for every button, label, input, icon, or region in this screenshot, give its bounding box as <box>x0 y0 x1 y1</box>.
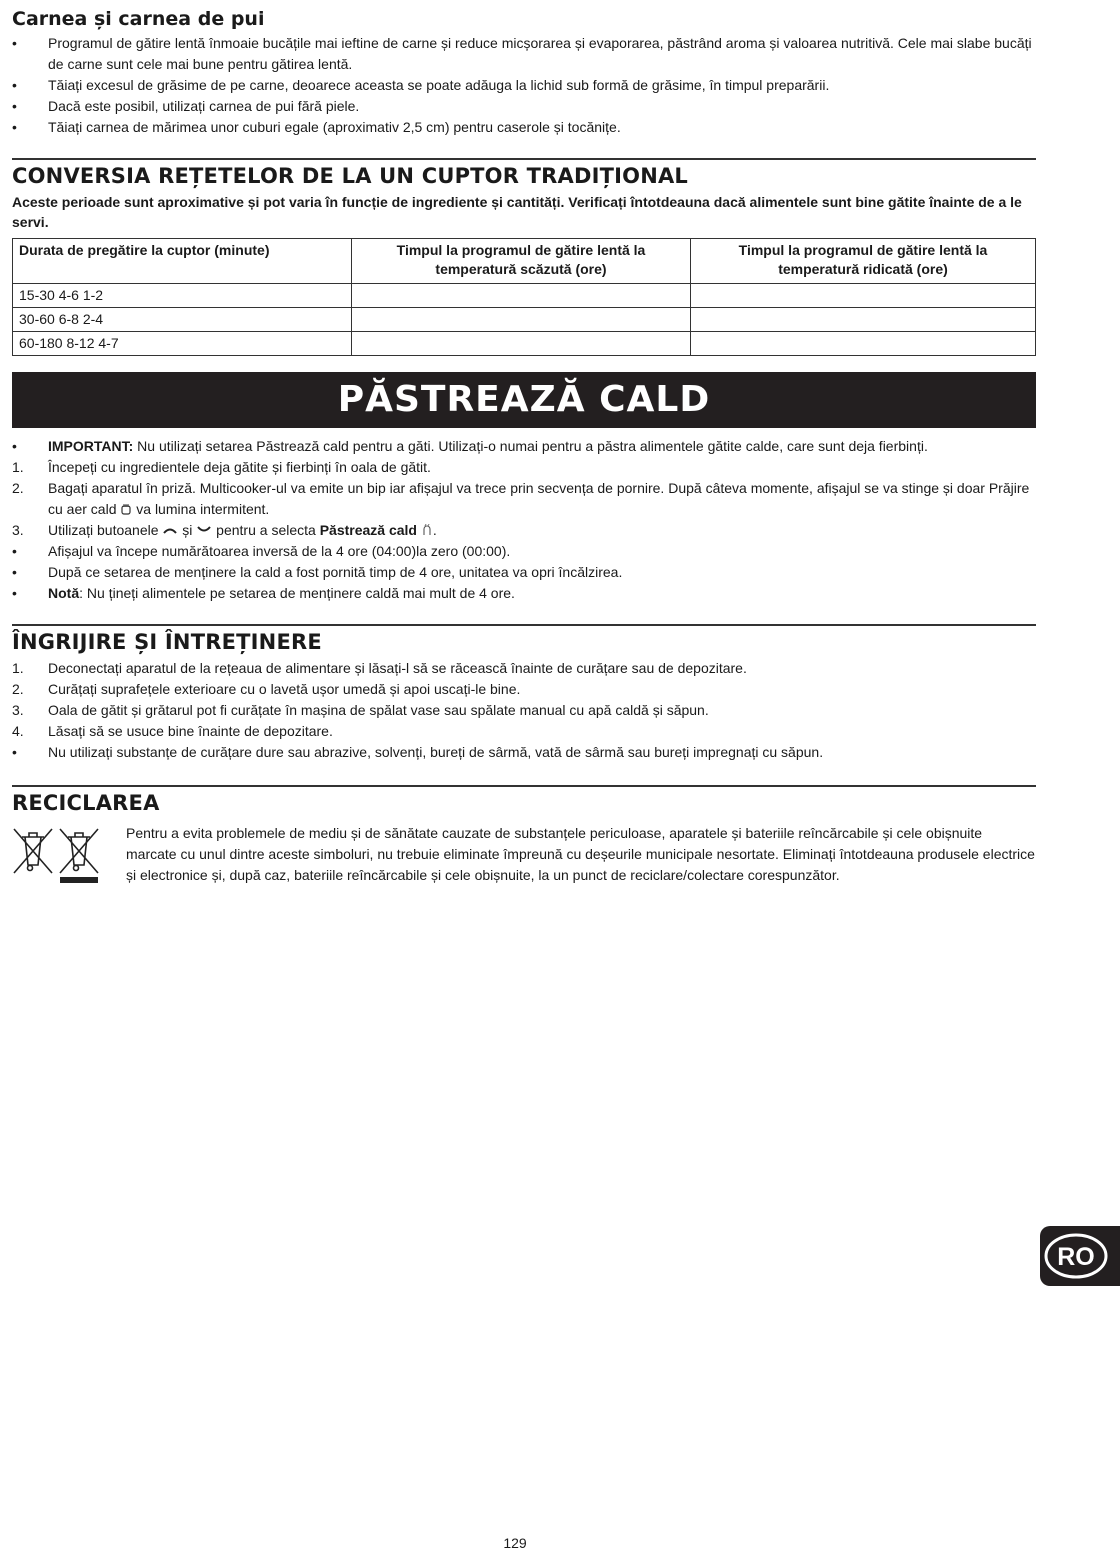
list-item-text: Afișajul va începe numărătoarea inversă de la 4 ore (04:00)la zero (00:00). <box>48 543 511 559</box>
list-item-text: Tăiați carnea de mărimea unor cuburi egale (aproximativ 2,5 cm) pentru caserole și tocănițe. <box>48 119 621 135</box>
list-marker: • <box>12 35 17 51</box>
care-section-heading: ÎNGRIJIRE ȘI ÎNTREȚINERE <box>12 624 1036 654</box>
table-row <box>13 284 1036 308</box>
list-item <box>12 75 1036 96</box>
list-item-text: După ce setarea de menținere la cald a fost pornită timp de 4 ore, unitatea va opri încălzirea. <box>48 564 623 580</box>
list-item-text: Începeți cu ingredientele deja gătite și fierbinți în oala de gătit. <box>48 459 431 475</box>
table-row <box>13 332 1036 356</box>
list-marker: • <box>12 744 17 760</box>
important-text: Nu utilizați setarea Păstrează cald pentru a găti. Utilizați-o numai pentru a păstra alimentele gătite calde, care sunt deja fierbinți. <box>133 438 928 454</box>
keep-warm-banner: PĂSTREAZĂ CALD <box>12 372 1036 428</box>
list-item <box>12 520 1036 541</box>
list-marker: • <box>12 438 17 454</box>
table-cell: 30-60 6-8 2-4 <box>13 308 352 332</box>
list-marker: 2. <box>12 681 24 697</box>
list-item-text: Curățați suprafețele exterioare cu o lavetă ușor umedă și apoi uscați-le bine. <box>48 681 521 697</box>
ro-badge-icon <box>1040 1226 1120 1286</box>
conversion-intro: Aceste perioade sunt aproximative și pot varia în funcție de ingrediente și cantități. Verificați întotdeauna dacă alimentele sunt bine gătite înainte de a le servi. <box>12 194 1022 230</box>
care-list <box>12 658 1036 763</box>
note-text: : Nu țineți alimentele pe setarea de menținere caldă mai mult de 4 ore. <box>79 585 515 601</box>
list-marker: 4. <box>12 723 24 739</box>
list-item-text: Dacă este posibil, utilizați carnea de pui fără piele. <box>48 98 360 114</box>
list-item <box>12 457 1036 478</box>
page-number: 129 <box>503 1535 527 1551</box>
list-marker: 2. <box>12 480 24 496</box>
list-item-text: Utilizați butoanele <box>48 522 159 538</box>
list-item-text: Bagați aparatul în priză. Multicooker-ul va emite un bip iar afișajul va trece prin secvența de pornire. După câteva momente, afișajul se va stinge și doar Prăjire cu aer cald <box>48 480 1030 517</box>
list-marker: • <box>12 119 17 135</box>
table-cell <box>352 308 691 332</box>
list-item <box>12 721 1036 742</box>
conversion-table <box>12 238 1036 356</box>
list-marker: 3. <box>12 702 24 718</box>
list-item <box>12 700 1036 721</box>
list-item <box>12 478 1036 520</box>
list-item <box>12 679 1036 700</box>
list-item-text: Nu utilizați substanțe de curățare dure sau abrazive, solvenți, bureți de sârmă, vată de sârmă sau bureți impregnați cu săpun. <box>48 744 824 760</box>
list-marker: • <box>12 564 17 580</box>
table-cell <box>352 332 691 356</box>
chevron-down-icon <box>196 520 212 530</box>
table-cell <box>691 284 1036 308</box>
table-row <box>13 308 1036 332</box>
table-header-row <box>13 239 1036 284</box>
manual-page <box>12 0 1036 890</box>
list-marker: 1. <box>12 660 24 676</box>
list-item <box>12 658 1036 679</box>
list-item <box>12 583 1036 604</box>
table-header-cell: Durata de pregătire la cuptor (minute) <box>13 239 352 284</box>
list-item <box>12 33 1036 75</box>
meat-section-heading: Carnea și carnea de pui <box>12 8 265 30</box>
recycling-text: Pentru a evita problemele de mediu și de sănătate cauzate de substanțele periculoase, aparatele și bateriile reîncărcabile și cele obișnuite marcate cu unul dintre aceste simboluri, nu trebuie eliminate împreună cu deșeurile municipale nesortate. Eliminați întotdeauna produsele electrice și electronice și, după caz, bateriile reîncărcabile și cele obișnuite, la un punct de reciclare/colectare corespunzător. <box>126 825 1035 883</box>
air-fry-icon <box>120 500 132 512</box>
table-cell <box>352 284 691 308</box>
crossed-bin-icon <box>12 825 100 885</box>
list-item-text: va lumina intermitent. <box>132 501 270 517</box>
important-label: IMPORTANT: <box>48 438 134 454</box>
weee-icons <box>12 823 126 890</box>
list-item-text: Programul de gătire lentă înmoaie bucățile mai ieftine de carne și reduce micșorarea și evaporarea, păstrând aroma și valoarea nutritivă. Cele mai slabe bucăți de carne sunt cele mai bune pentru gătirea lentă. <box>48 35 1032 72</box>
list-marker: • <box>12 77 17 93</box>
recycling-block <box>12 823 1036 890</box>
table-cell: 60-180 8-12 4-7 <box>13 332 352 356</box>
list-item <box>12 562 1036 583</box>
table-cell: 15-30 4-6 1-2 <box>13 284 352 308</box>
language-tab <box>1040 1226 1120 1286</box>
keep-warm-label: Păstrează cald <box>319 522 417 538</box>
list-item <box>12 742 1036 763</box>
list-item <box>12 436 1036 457</box>
list-marker: • <box>12 585 17 601</box>
table-header-cell: Timpul la programul de gătire lentă la temperatură scăzută (ore) <box>352 239 691 284</box>
chevron-up-icon <box>162 520 178 530</box>
table-cell <box>691 308 1036 332</box>
list-item-text: Tăiați excesul de grăsime de pe carne, deoarece aceasta se poate adăuga la lichid sub formă de grăsime, în timpul preparării. <box>48 77 830 93</box>
meat-tips-list <box>12 33 1036 138</box>
list-item-text: . <box>432 522 437 538</box>
list-item-text: și <box>178 522 197 538</box>
table-header-cell: Timpul la programul de gătire lentă la temperatură ridicată (ore) <box>691 239 1036 284</box>
keep-warm-icon <box>421 521 433 533</box>
list-item-text: Deconectați aparatul de la rețeaua de alimentare și lăsați-l să se răcească înainte de curățare sau de depozitare. <box>48 660 747 676</box>
table-cell <box>691 332 1036 356</box>
list-item-text: Oala de gătit și grătarul pot fi curățate în mașina de spălat vase sau spălate manual cu apă caldă și săpun. <box>48 702 709 718</box>
list-marker: 1. <box>12 459 24 475</box>
recycling-section-heading: RECICLAREA <box>12 785 1036 815</box>
conversion-section-heading: CONVERSIA REȚETELOR DE LA UN CUPTOR TRADIȚIONAL <box>12 158 1036 188</box>
list-item <box>12 117 1036 138</box>
language-code: RO <box>1057 1243 1095 1271</box>
keep-warm-list <box>12 436 1036 604</box>
note-label: Notă <box>48 585 80 601</box>
list-marker: • <box>12 98 17 114</box>
list-item <box>12 96 1036 117</box>
list-item-text: pentru a selecta <box>212 522 320 538</box>
list-marker: • <box>12 543 17 559</box>
list-marker: 3. <box>12 522 24 538</box>
list-item <box>12 541 1036 562</box>
list-item-text: Lăsați să se usuce bine înainte de depozitare. <box>48 723 333 739</box>
